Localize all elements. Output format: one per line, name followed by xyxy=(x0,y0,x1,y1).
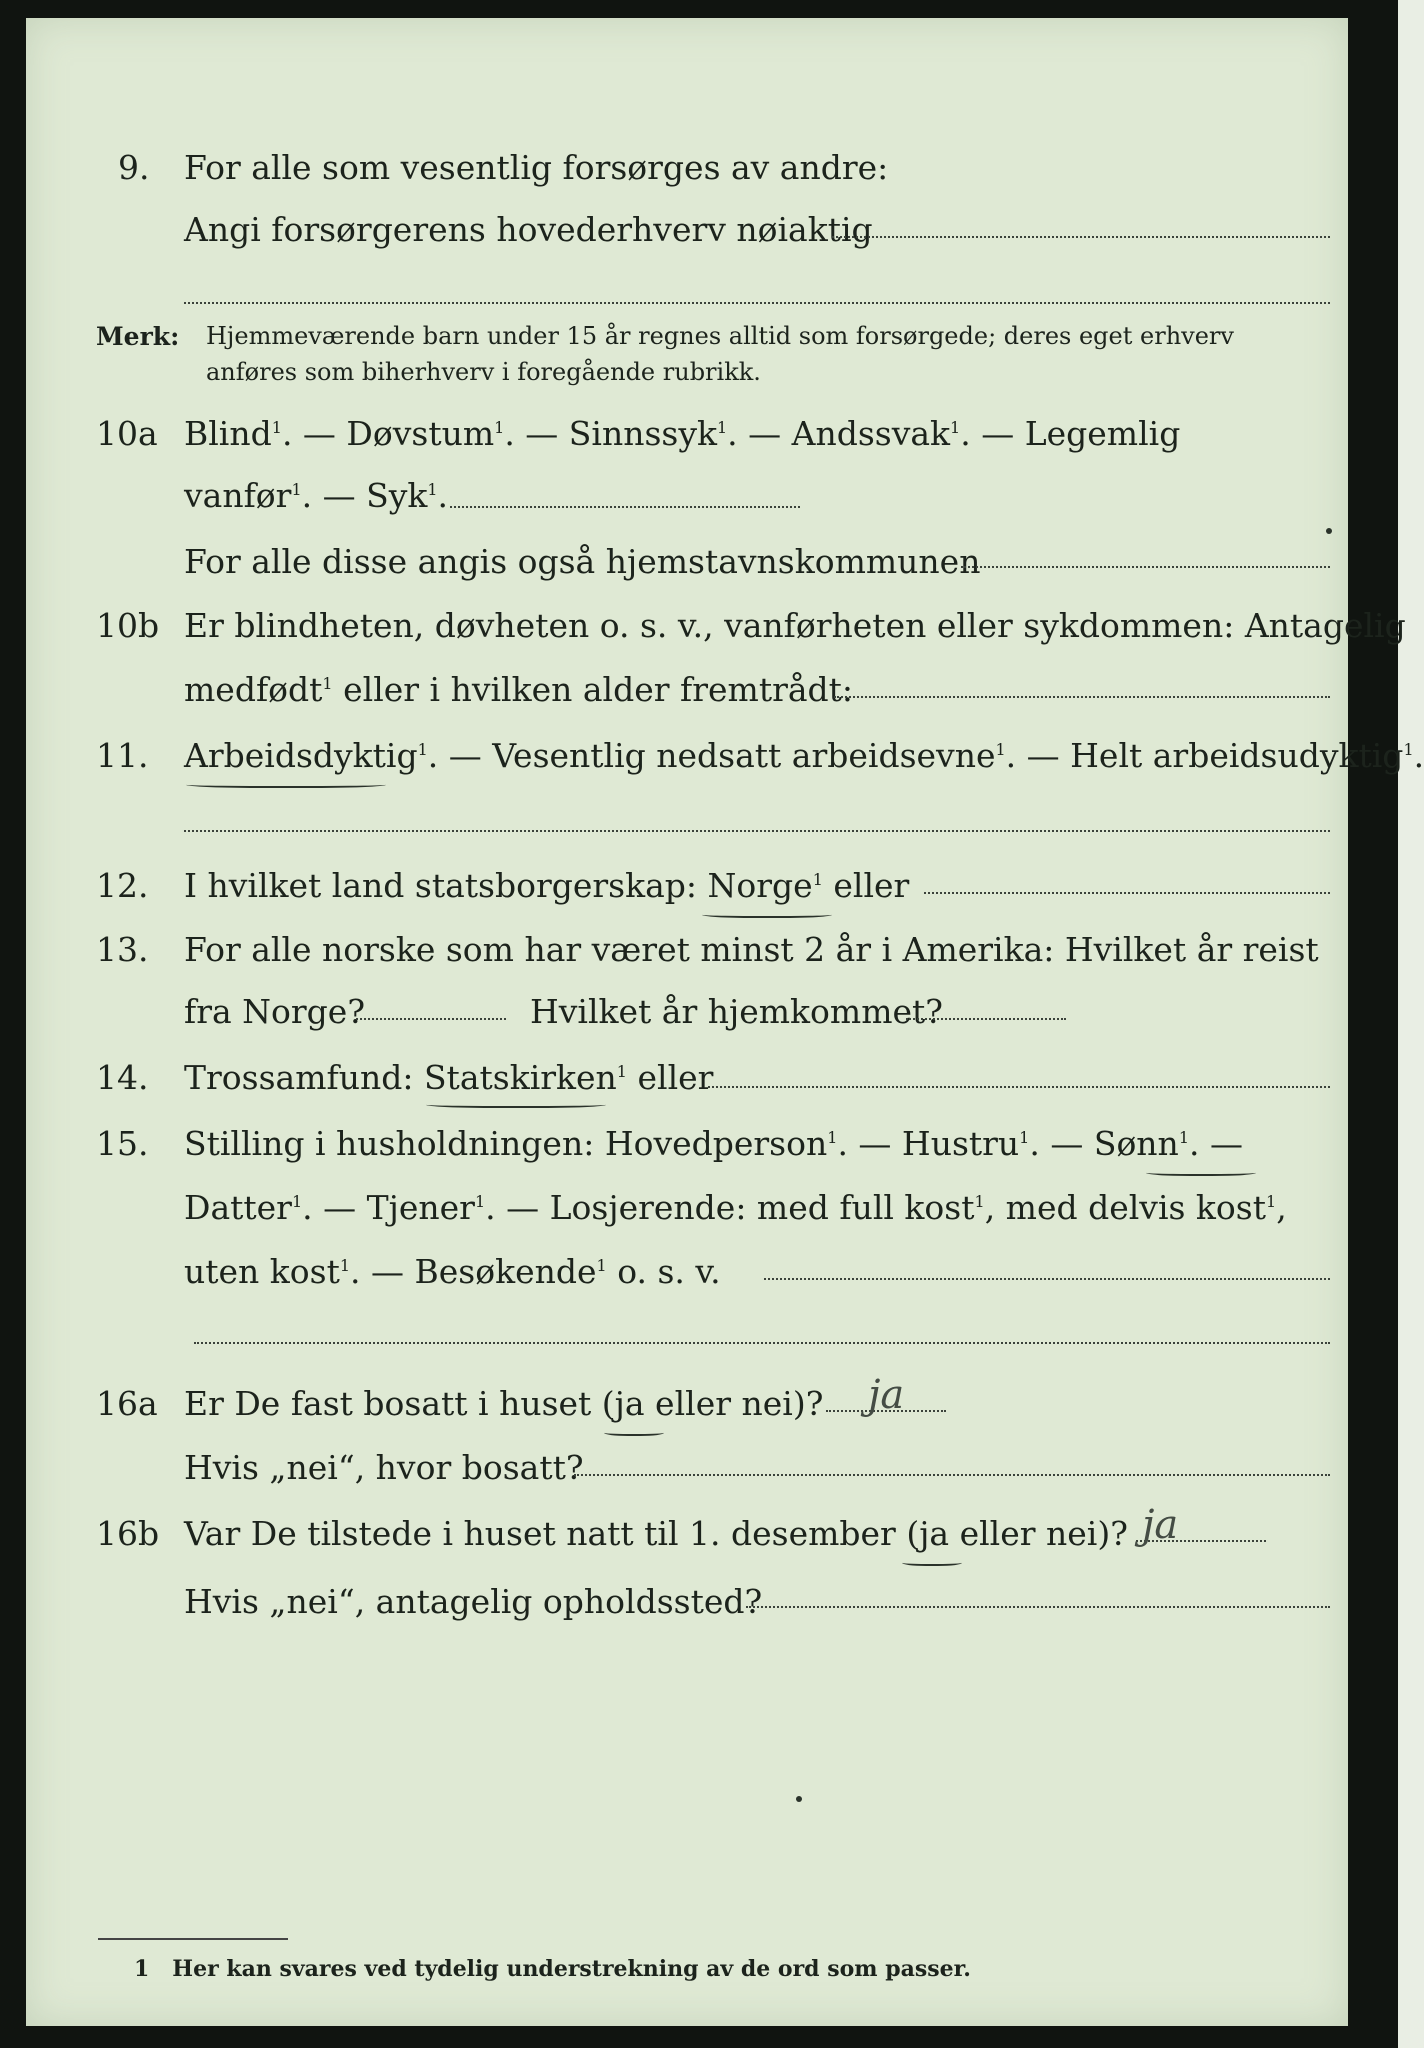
q14-answer-line xyxy=(708,1086,1330,1088)
q12-eller: eller xyxy=(833,866,910,905)
q10a-line1: Blind$^1$. — Døvstum$^1$. — Sinnssyk$^1$. — Andssvak$^1$. — Legemlig xyxy=(184,414,1181,453)
q9-line1: For alle som vesentlig forsørges av andre: xyxy=(184,148,889,187)
q9-answer-line xyxy=(832,236,1330,238)
q11-arbeidsdyktig: Arbeidsdyktig xyxy=(184,736,418,775)
q15-answer-line xyxy=(764,1278,1330,1280)
q10a-sinnssyk: — Sinnssyk xyxy=(525,414,717,453)
q16a-line1: Er De fast bosatt i huset (ja eller nei)? xyxy=(184,1384,824,1423)
q15-line2: Datter$^1$. — Tjener$^1$. — Losjerende: med full kost$^1$, med delvis kost$^1$, xyxy=(184,1188,1287,1227)
q15-uten-kost: uten kost xyxy=(184,1252,340,1291)
q12-line1: I hvilket land statsborgerskap: Norge$^1$ eller xyxy=(184,866,910,905)
q11-handwritten-underline xyxy=(186,780,386,788)
merk-label: Merk: xyxy=(96,322,180,351)
q15-hovedperson: Stilling i husholdningen: Hovedperson xyxy=(184,1124,828,1163)
q16a-answer-line-2 xyxy=(574,1474,1330,1476)
q15-datter: Datter xyxy=(184,1188,292,1227)
q11-number: 11. xyxy=(96,736,149,775)
q13-fra-answer-line xyxy=(356,1018,506,1020)
merk-line1: Hjemmeværende barn under 15 år regnes alltid som forsørgede; deres eget erhverv xyxy=(206,322,1234,350)
q10a-syk: — Syk xyxy=(322,476,428,515)
q10a-line3: For alle disse angis også hjemstavnskommunen xyxy=(184,542,981,581)
q10a-number: 10a xyxy=(96,414,158,453)
q10b-number: 10b xyxy=(96,606,160,645)
q10a-blind: Blind xyxy=(184,414,272,453)
q10b-line1: Er blindheten, døvheten o. s. v., vanførheten eller sykdommen: Antagelig xyxy=(184,606,1406,645)
q15-dash: — xyxy=(1210,1124,1243,1163)
q16b-handwritten-underline xyxy=(902,1558,962,1566)
q13-hjem: Hvilket år hjemkommet? xyxy=(530,992,943,1031)
footnote-text: Her kan svares ved tydelig understrekning av de ord som passer. xyxy=(172,1956,971,1982)
q16b-line1: Var De tilstede i huset natt til 1. desember (ja eller nei)? xyxy=(184,1514,1128,1553)
q15-tjener: — Tjener xyxy=(323,1188,475,1227)
q14-text: Trossamfund: xyxy=(184,1058,414,1097)
q14-handwritten-underline xyxy=(426,1100,606,1108)
q11-vesentlig: — Vesentlig nedsatt arbeidsevne xyxy=(448,736,996,775)
q15-handwritten-underline xyxy=(1146,1168,1256,1176)
q12-text: I hvilket land statsborgerskap: xyxy=(184,866,698,905)
scan-edge-strip xyxy=(1398,0,1424,2048)
q12-answer-line xyxy=(924,892,1330,894)
footnote-marker: 1 xyxy=(134,1956,150,1982)
q10b-line2: medfødt$^1$ eller i hvilken alder fremtrådt: xyxy=(184,670,854,709)
q10a-legemlig: — Legemlig xyxy=(981,414,1181,453)
q16b-answer-line-2 xyxy=(746,1606,1330,1608)
q10b-answer-line xyxy=(834,696,1330,698)
q10a-answer-line xyxy=(450,506,800,508)
q9-number: 9. xyxy=(118,148,150,187)
q13-line1: For alle norske som har været minst 2 år i Amerika: Hvilket år reist xyxy=(184,930,1319,969)
q15-line3: uten kost$^1$. — Besøkende$^1$ o. s. v. xyxy=(184,1252,721,1291)
merk-line2: anføres som biherhverv i foregående rubrikk. xyxy=(206,358,761,386)
footnote xyxy=(134,1956,971,1982)
q13-hjem-answer-line xyxy=(906,1018,1066,1020)
q16b-line2: Hvis „nei“, antagelig opholdssted? xyxy=(184,1582,763,1621)
q10a-vanfor: vanfør xyxy=(184,476,292,515)
q13-fra: fra Norge? xyxy=(184,992,366,1031)
q14-number: 14. xyxy=(96,1058,149,1097)
q16b-number: 16b xyxy=(96,1514,160,1553)
q14-line1: Trossamfund: Statskirken$^1$ eller xyxy=(184,1058,714,1097)
ink-speck xyxy=(796,1796,802,1802)
q15-sonn: — Sønn xyxy=(1050,1124,1179,1163)
q15-osv: o. s. v. xyxy=(617,1252,721,1291)
q12-norge: Norge xyxy=(707,866,813,905)
q11-answer-line xyxy=(184,830,1330,832)
q16a-number: 16a xyxy=(96,1384,158,1423)
q15-besokende: — Besøkende xyxy=(371,1252,597,1291)
census-form-page xyxy=(26,18,1424,2026)
q15-delvis: , med delvis kost xyxy=(984,1188,1266,1227)
q10a-dovstum: — Døvstum xyxy=(302,414,495,453)
q16a-handwritten-underline xyxy=(604,1428,664,1436)
q11-helt: — Helt arbeidsudyktig xyxy=(1026,736,1404,775)
q15-answer-line-2 xyxy=(194,1342,1330,1344)
q11-line1: Arbeidsdyktig$^1$. — Vesentlig nedsatt arbeidsevne$^1$. — Helt arbeidsudyktig$^1$. xyxy=(184,736,1424,775)
q9-answer-line-2 xyxy=(184,302,1330,304)
ink-speck xyxy=(1326,528,1332,534)
q15-losjerende: — Losjerende: med full kost xyxy=(506,1188,975,1227)
footnote-rule xyxy=(98,1938,288,1940)
q14-eller: eller xyxy=(637,1058,714,1097)
q9-line2: Angi forsørgerens hovederhverv nøiaktig xyxy=(184,210,873,249)
q12-number: 12. xyxy=(96,866,149,905)
q10a-line2: vanfør$^1$. — Syk$^1$. xyxy=(184,476,449,515)
q10a-answer-line-2 xyxy=(961,566,1330,568)
q15-number: 15. xyxy=(96,1124,149,1163)
q15-hustru: — Hustru xyxy=(858,1124,1020,1163)
q14-statskirken: Statskirken xyxy=(423,1058,617,1097)
q16a-handwritten-answer: ja xyxy=(868,1372,905,1418)
q15-line1: Stilling i husholdningen: Hovedperson$^1$. — Hustru$^1$. — Sønn$^1$. — xyxy=(184,1124,1243,1163)
q16b-handwritten-answer: ja xyxy=(1142,1502,1179,1548)
q13-number: 13. xyxy=(96,930,149,969)
q10b-rest: eller i hvilken alder fremtrådt: xyxy=(343,670,854,709)
q16a-line2: Hvis „nei“, hvor bosatt? xyxy=(184,1448,584,1487)
q15-comma: , xyxy=(1276,1188,1287,1227)
q10b-medfodt: medfødt xyxy=(184,670,323,709)
q10a-andssvak: — Andssvak xyxy=(748,414,951,453)
q12-handwritten-underline xyxy=(702,910,832,918)
